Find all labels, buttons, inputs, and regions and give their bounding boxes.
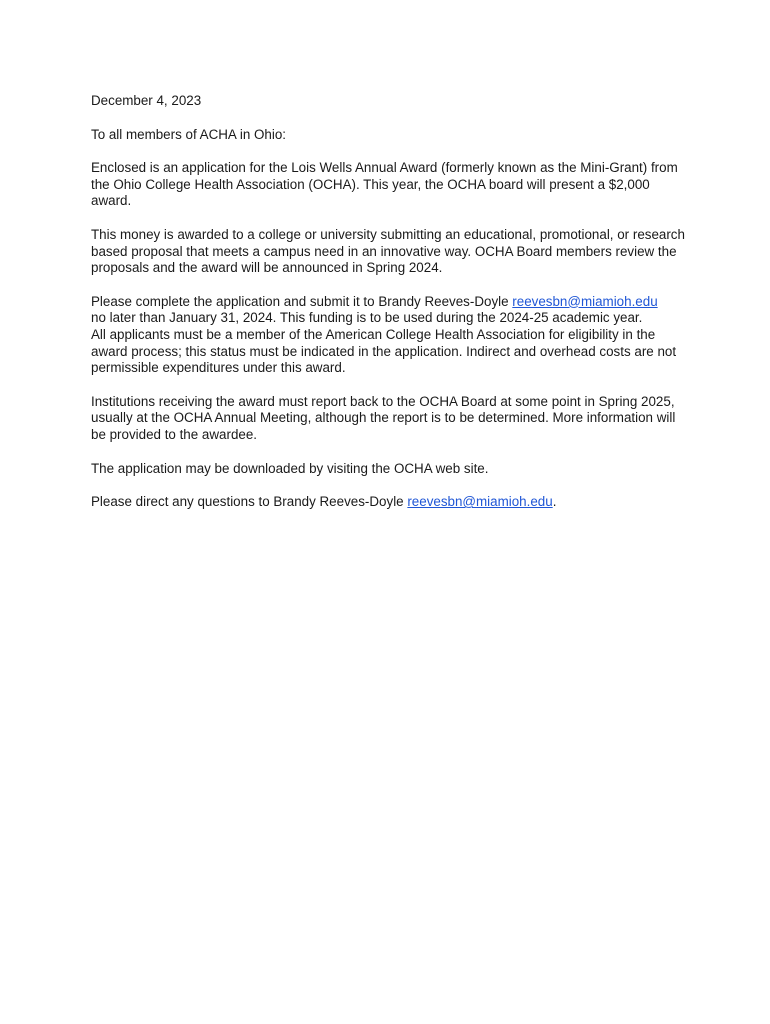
letter-salutation: To all members of ACHA in Ohio:: [91, 126, 286, 142]
questions-period: .: [552, 494, 557, 510]
paragraph-application-instructions: [91, 294, 691, 377]
questions-email-link[interactable]: reevesbn@miamioh.edu: [407, 494, 553, 510]
paragraph-award-intro: Enclosed is an application for the Lois Wells Annual Award (formerly known as the Mini-Grant) from the Ohio College Health Association (OCHA). This year, the OCHA board will present a $2,000 award.: [91, 160, 678, 209]
paragraph-questions: [91, 494, 691, 511]
paragraph-award-purpose: This money is awarded to a college or university submitting an educational, promotional, or research based proposal that meets a campus need in an innovative way. OCHA Board members review the proposals and the award will be announced in Spring 2024.: [91, 226, 685, 276]
contact-email-link[interactable]: reevesbn@miamioh.edu: [512, 293, 658, 309]
instructions-text-start: Please complete the application and submit it to Brandy Reeves-Doyle: [91, 293, 513, 309]
instructions-deadline-text: no later than January 31, 2024. This funding is to be used during the 2024-25 academic year.: [91, 310, 643, 326]
letter-body: [91, 93, 691, 528]
questions-text: Please direct any questions to Brandy Reeves-Doyle: [91, 494, 408, 510]
paragraph-reporting: Institutions receiving the award must report back to the OCHA Board at some point in Spring 2025, usually at the OCHA Annual Meeting, although the report is to be determined. More information will be provided to the awardee.: [91, 393, 676, 442]
instructions-eligibility-text: All applicants must be a member of the American College Health Association for eligibility in the award process; this status must be indicated in the application. Indirect and overhead costs are not permissible expenditures under this award.: [91, 326, 677, 376]
paragraph-download: The application may be downloaded by visiting the OCHA web site.: [91, 460, 489, 476]
letter-date: December 4, 2023: [91, 93, 202, 108]
